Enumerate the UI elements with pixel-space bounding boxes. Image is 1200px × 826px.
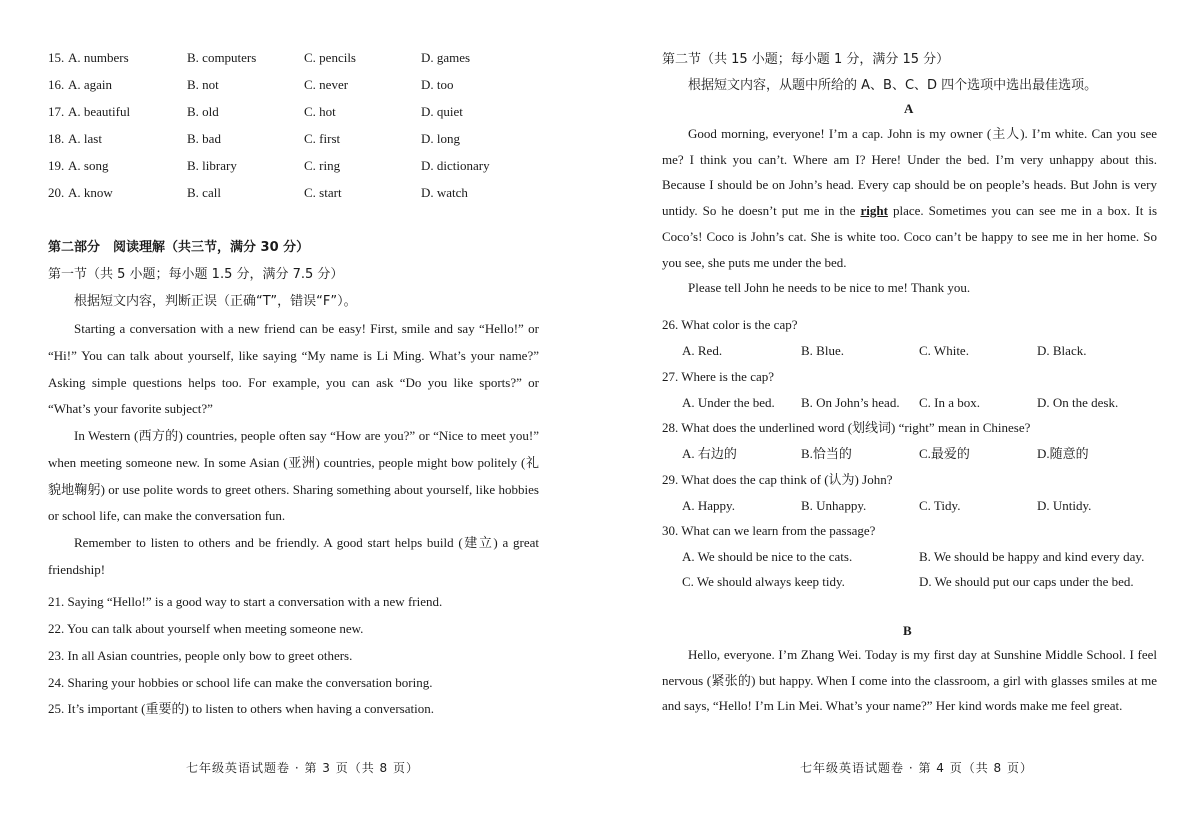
q26-option-b: B. Blue. bbox=[801, 343, 844, 358]
option-num: 18. bbox=[48, 131, 65, 146]
option-c: C. start bbox=[304, 185, 342, 200]
question-28: 28. What does the underlined word (划线词) “right” mean in Chinese? bbox=[662, 420, 1031, 435]
statement-21: 21. Saying “Hello!” is a good way to start a conversation with a new friend. bbox=[48, 594, 443, 609]
section1-instructions: 根据短文内容，判断正误（正确“T”，错误“F”）。 bbox=[74, 294, 357, 309]
option-num: 15. bbox=[48, 50, 65, 65]
option-num: 17. bbox=[48, 104, 65, 119]
question-29: 29. What does the cap think of (认为) John? bbox=[662, 472, 893, 487]
option-d: D. dictionary bbox=[421, 158, 490, 173]
passage-a-paragraph-1 bbox=[662, 121, 1157, 275]
option-b: B. bad bbox=[187, 131, 221, 146]
option-a: A. last bbox=[68, 131, 102, 146]
statement-23: 23. In all Asian countries, people only bow to greet others. bbox=[48, 648, 353, 663]
option-a: A. know bbox=[68, 185, 113, 200]
option-a: A. beautiful bbox=[68, 104, 131, 119]
q29-option-c: C. Tidy. bbox=[919, 498, 961, 513]
passage-a-text-end: place. Sometimes you can see me in a box. It is Coco’s! Coco is John’s cat. She is white too. Coco can’t be happy to see me in her home. So you see, she puts me under the bed. bbox=[662, 203, 1158, 270]
page-footer: 七年级英语试题卷 · 第 3 页（共 8 页） bbox=[186, 761, 419, 775]
option-d: D. quiet bbox=[421, 104, 463, 119]
passage-a-text-start: Good morning, everyone! I’m a cap. John is my owner (主人). I’m white. Can you see me? I think you can’t. Where am I? Here! Under the bed. I’m very unhappy about this. Because I should be on John’s head. Every cap should be on people’s heads. But John is very untidy. So he doesn’t put me in the bbox=[662, 126, 1157, 219]
option-c: C. pencils bbox=[304, 50, 356, 65]
q26-option-d: D. Black. bbox=[1037, 343, 1087, 358]
q29-option-b: B. Unhappy. bbox=[801, 498, 867, 513]
passage-paragraph-3: Remember to listen to others and be friendly. A good start helps build (建立) a great friendship! bbox=[48, 535, 539, 577]
passage-a-letter: A bbox=[904, 101, 914, 116]
option-c: C. hot bbox=[304, 104, 336, 119]
section1-title: 第一节（共 5 小题；每小题 1.5 分，满分 7.5 分） bbox=[48, 267, 344, 282]
option-num: 16. bbox=[48, 77, 65, 92]
option-d: D. long bbox=[421, 131, 460, 146]
option-c: C. first bbox=[304, 131, 341, 146]
option-b: B. call bbox=[187, 185, 221, 200]
option-b: B. old bbox=[187, 104, 219, 119]
option-c: C. never bbox=[304, 77, 349, 92]
statement-22: 22. You can talk about yourself when meeting someone new. bbox=[48, 621, 364, 636]
q28-option-c: C.最爱的 bbox=[919, 446, 970, 461]
option-d: D. watch bbox=[421, 185, 468, 200]
option-num: 20. bbox=[48, 185, 65, 200]
q27-option-b: B. On John’s head. bbox=[801, 395, 900, 410]
option-b: B. computers bbox=[187, 50, 257, 65]
section2-title: 第二节（共 15 小题；每小题 1 分，满分 15 分） bbox=[662, 52, 950, 67]
part2-title: 第二部分 阅读理解（共三节，满分 30 分） bbox=[48, 240, 310, 255]
q28-option-d: D.随意的 bbox=[1037, 446, 1089, 461]
option-b: B. library bbox=[187, 158, 237, 173]
q28-option-a: A. 右边的 bbox=[682, 446, 737, 461]
question-27: 27. Where is the cap? bbox=[662, 369, 775, 384]
option-c: C. ring bbox=[304, 158, 341, 173]
q30-option-d: D. We should put our caps under the bed. bbox=[919, 574, 1134, 589]
page-footer: 七年级英语试题卷 · 第 4 页（共 8 页） bbox=[800, 761, 1033, 775]
option-d: D. games bbox=[421, 50, 471, 65]
option-a: A. song bbox=[68, 158, 109, 173]
statement-24: 24. Sharing your hobbies or school life can make the conversation boring. bbox=[48, 675, 433, 690]
q28-option-b: B.恰当的 bbox=[801, 446, 852, 461]
q27-option-c: C. In a box. bbox=[919, 395, 981, 410]
option-a: A. numbers bbox=[68, 50, 129, 65]
exam-page-4 bbox=[600, 0, 1200, 826]
question-30: 30. What can we learn from the passage? bbox=[662, 523, 876, 538]
option-d: D. too bbox=[421, 77, 454, 92]
option-a: A. again bbox=[68, 77, 113, 92]
passage-a-paragraph-2: Please tell John he needs to be nice to me! Thank you. bbox=[688, 280, 971, 295]
q29-option-a: A. Happy. bbox=[682, 498, 735, 513]
passage-paragraph-1: Starting a conversation with a new friend can be easy! First, smile and say “Hello!” or “Hi!” You can talk about yourself, like saying “My name is Li Ming. What’s your name?” Asking simple questions helps too. For example, you can ask “Do you like sports?” or “What’s your favorite subject?” bbox=[48, 321, 539, 417]
q26-option-c: C. White. bbox=[919, 343, 969, 358]
option-b: B. not bbox=[187, 77, 219, 92]
q27-option-a: A. Under the bed. bbox=[682, 395, 775, 410]
passage-b-paragraph: Hello, everyone. I’m Zhang Wei. Today is my first day at Sunshine Middle School. I feel nervous (紧张的) but happy. When I come into the classroom, a girl with glasses smiles at me and says, “Hello! I’m Lin Mei. What’s your name?” Her kind words make me feel great. bbox=[662, 647, 1157, 714]
underlined-word-right: right bbox=[860, 203, 888, 219]
q30-option-b: B. We should be happy and kind every day. bbox=[919, 549, 1145, 564]
statement-25: 25. It’s important (重要的) to listen to others when having a conversation. bbox=[48, 701, 434, 716]
q29-option-d: D. Untidy. bbox=[1037, 498, 1092, 513]
option-num: 19. bbox=[48, 158, 65, 173]
q30-option-c: C. We should always keep tidy. bbox=[682, 574, 845, 589]
passage-b-letter: B bbox=[903, 623, 912, 638]
q30-option-a: A. We should be nice to the cats. bbox=[682, 549, 853, 564]
section2-instructions: 根据短文内容，从题中所给的 A、B、C、D 四个选项中选出最佳选项。 bbox=[688, 78, 1098, 93]
q27-option-d: D. On the desk. bbox=[1037, 395, 1119, 410]
question-26: 26. What color is the cap? bbox=[662, 317, 798, 332]
q26-option-a: A. Red. bbox=[682, 343, 723, 358]
passage-paragraph-2: In Western (西方的) countries, people often say “How are you?” or “Nice to meet you!” when meeting someone new. In some Asian (亚洲) countries, people might bow politely (礼貌地鞠躬) or use polite words to greet others. Sharing something about yourself, like hobbies or school life, can make the conversation fun. bbox=[48, 428, 539, 524]
